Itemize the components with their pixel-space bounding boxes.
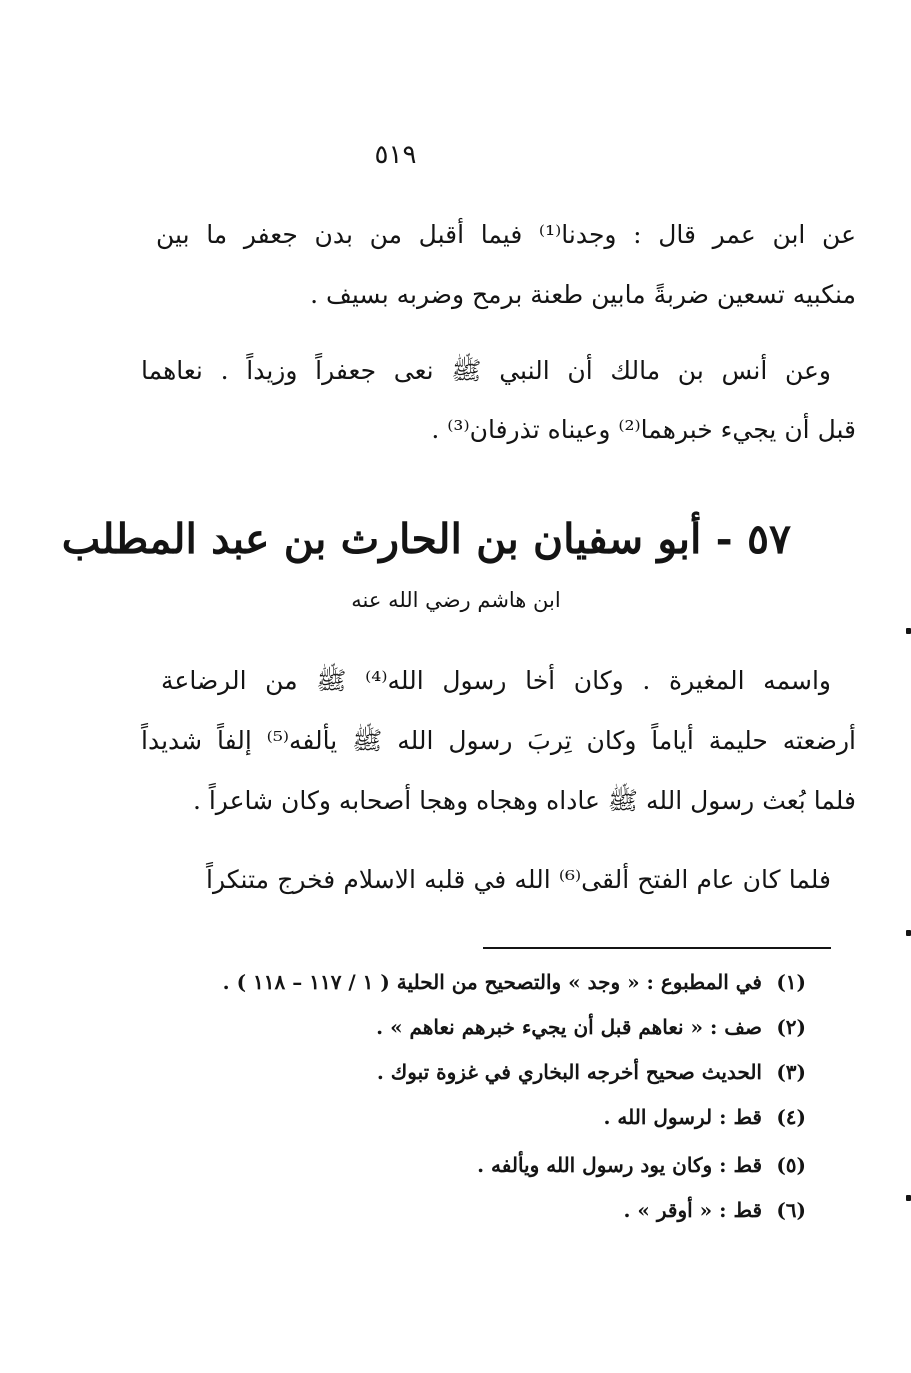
footnote-number: (١)	[776, 970, 806, 994]
page-number: ٥١٩	[374, 140, 417, 170]
text-line: وعن أنس بن مالك أن النبي ﷺ نعى جعفراً وزيداً . نعاهما	[141, 356, 831, 385]
footnote-text: قط : لرسول الله .	[603, 1105, 762, 1129]
footnote-separator	[483, 947, 831, 949]
footnote-text: الحديث صحيح أخرجه البخاري في غزوة تبوك .	[376, 1060, 762, 1084]
footnote-text: قط : « أوقر » .	[623, 1198, 762, 1222]
text-line: أرضعته حليمة أياماً وكان تِربَ رسول الله ﷺ يألفه⁽⁵⁾ إلفاً شديداً	[141, 726, 856, 755]
footnote-1	[223, 970, 806, 994]
text-line: فلما بُعث رسول الله ﷺ عاداه وهجاه وهجا أصحابه وكان شاعراً .	[192, 786, 856, 815]
footnote-2	[376, 1015, 806, 1039]
footnote-text: قط : وكان يود رسول الله ويألفه .	[477, 1153, 762, 1177]
scan-edge-mark	[906, 1195, 911, 1201]
footnote-number: (٢)	[776, 1015, 806, 1039]
footnote-number: (٦)	[776, 1198, 806, 1222]
text-line: عن ابن عمر قال : وجدنا⁽¹⁾ فيما أقبل من بدن جعفر ما بين	[156, 220, 856, 249]
text-line: فلما كان عام الفتح ألقى⁽⁶⁾ الله في قلبه الاسلام فخرج متنكراً	[206, 865, 831, 894]
footnote-number: (٣)	[776, 1060, 806, 1084]
text-line: منكبيه تسعين ضربةً مابين طعنة برمح وضربه بسيف .	[310, 280, 856, 309]
footnote-text: في المطبوع : « وجد » والتصحيح من الحلية ( ١ / ١١٧ – ١١٨ ) .	[222, 970, 762, 994]
text-line: واسمه المغيرة . وكان أخا رسول الله⁽⁴⁾ ﷺ من الرضاعة	[161, 666, 832, 695]
text-line: قبل أن يجيء خبرهما⁽²⁾ وعيناه تذرفان⁽³⁾ .	[431, 415, 856, 444]
section-heading: ٥٧ - أبو سفيان بن الحارث بن عبد المطلب	[61, 515, 791, 563]
scan-edge-mark	[906, 930, 911, 936]
footnote-4	[604, 1105, 807, 1129]
scan-edge-mark	[906, 628, 911, 634]
footnote-5	[477, 1153, 806, 1177]
footnote-number: (٤)	[776, 1105, 806, 1129]
footnote-text: صف : « نعاهم قبل أن يجيء خبرهم نعاهم » .	[376, 1015, 762, 1039]
section-subheading: ابن هاشم رضي الله عنه	[351, 588, 561, 612]
footnote-6	[623, 1198, 806, 1222]
footnote-3	[377, 1060, 806, 1084]
footnote-number: (٥)	[776, 1153, 806, 1177]
